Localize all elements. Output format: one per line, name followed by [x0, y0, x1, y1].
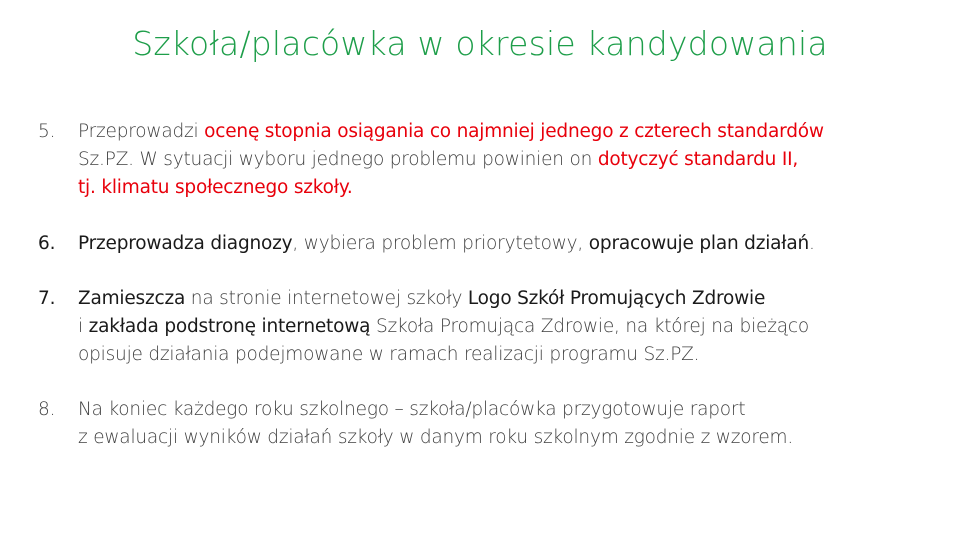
list-item-number: 6.: [38, 233, 56, 254]
list-item-line: [38, 118, 938, 146]
list-item-line: [38, 285, 938, 313]
emphasis-text: ocenę stopnia osiągania co najmniej jednego z czterech standardów: [204, 121, 824, 142]
list-item-line: [38, 341, 938, 369]
emphasis-text: opracowuje plan działań: [588, 233, 810, 254]
plain-text: .: [809, 233, 815, 254]
plain-text: Sz.PZ. W sytuacji wyboru jednego problemu powinien on: [78, 149, 598, 170]
list-item-number: 8.: [38, 399, 56, 420]
list-item-6: [38, 230, 938, 258]
list-item-line: [38, 396, 938, 424]
plain-text: Szkoła Promująca Zdrowie, na której na bieżąco: [370, 316, 809, 337]
list-item-line: [38, 146, 938, 174]
list-item-number: 5.: [38, 121, 56, 142]
list-item-8: [38, 396, 938, 452]
emphasis-text: Logo Szkół Promujących Zdrowie: [467, 288, 766, 309]
slide-title: Szkoła/placówka w okresie kandydowania: [132, 24, 828, 63]
list-item-number: 7.: [38, 288, 56, 309]
emphasis-text: zakłada podstronę internetową: [88, 316, 371, 337]
emphasis-text: Przeprowadza diagnozy: [78, 233, 293, 254]
plain-text: na stronie internetowej szkoły: [185, 288, 468, 309]
plain-text: Przeprowadzi: [78, 121, 205, 142]
list-item-5: [38, 118, 938, 202]
plain-text: z ewaluacji wyników działań szkoły w danym roku szkolnym zgodnie z wzorem.: [78, 427, 794, 448]
plain-text: , wybiera problem priorytetowy,: [292, 233, 589, 254]
list-item-line: [38, 424, 938, 452]
plain-text: i: [78, 316, 89, 337]
emphasis-text: Zamieszcza: [78, 288, 186, 309]
emphasis-text: tj. klimatu społecznego szkoły.: [78, 177, 353, 198]
emphasis-text: dotyczyć standardu II,: [597, 149, 799, 170]
list-item-line: [38, 313, 938, 341]
plain-text: opisuje działania podejmowane w ramach realizacji programu Sz.PZ.: [78, 344, 700, 365]
list-item-line: [38, 230, 938, 258]
plain-text: Na koniec każdego roku szkolnego – szkoła/placówka przygotowuje raport: [78, 399, 746, 420]
list-item-7: [38, 285, 938, 369]
list-item-line: [38, 174, 938, 202]
